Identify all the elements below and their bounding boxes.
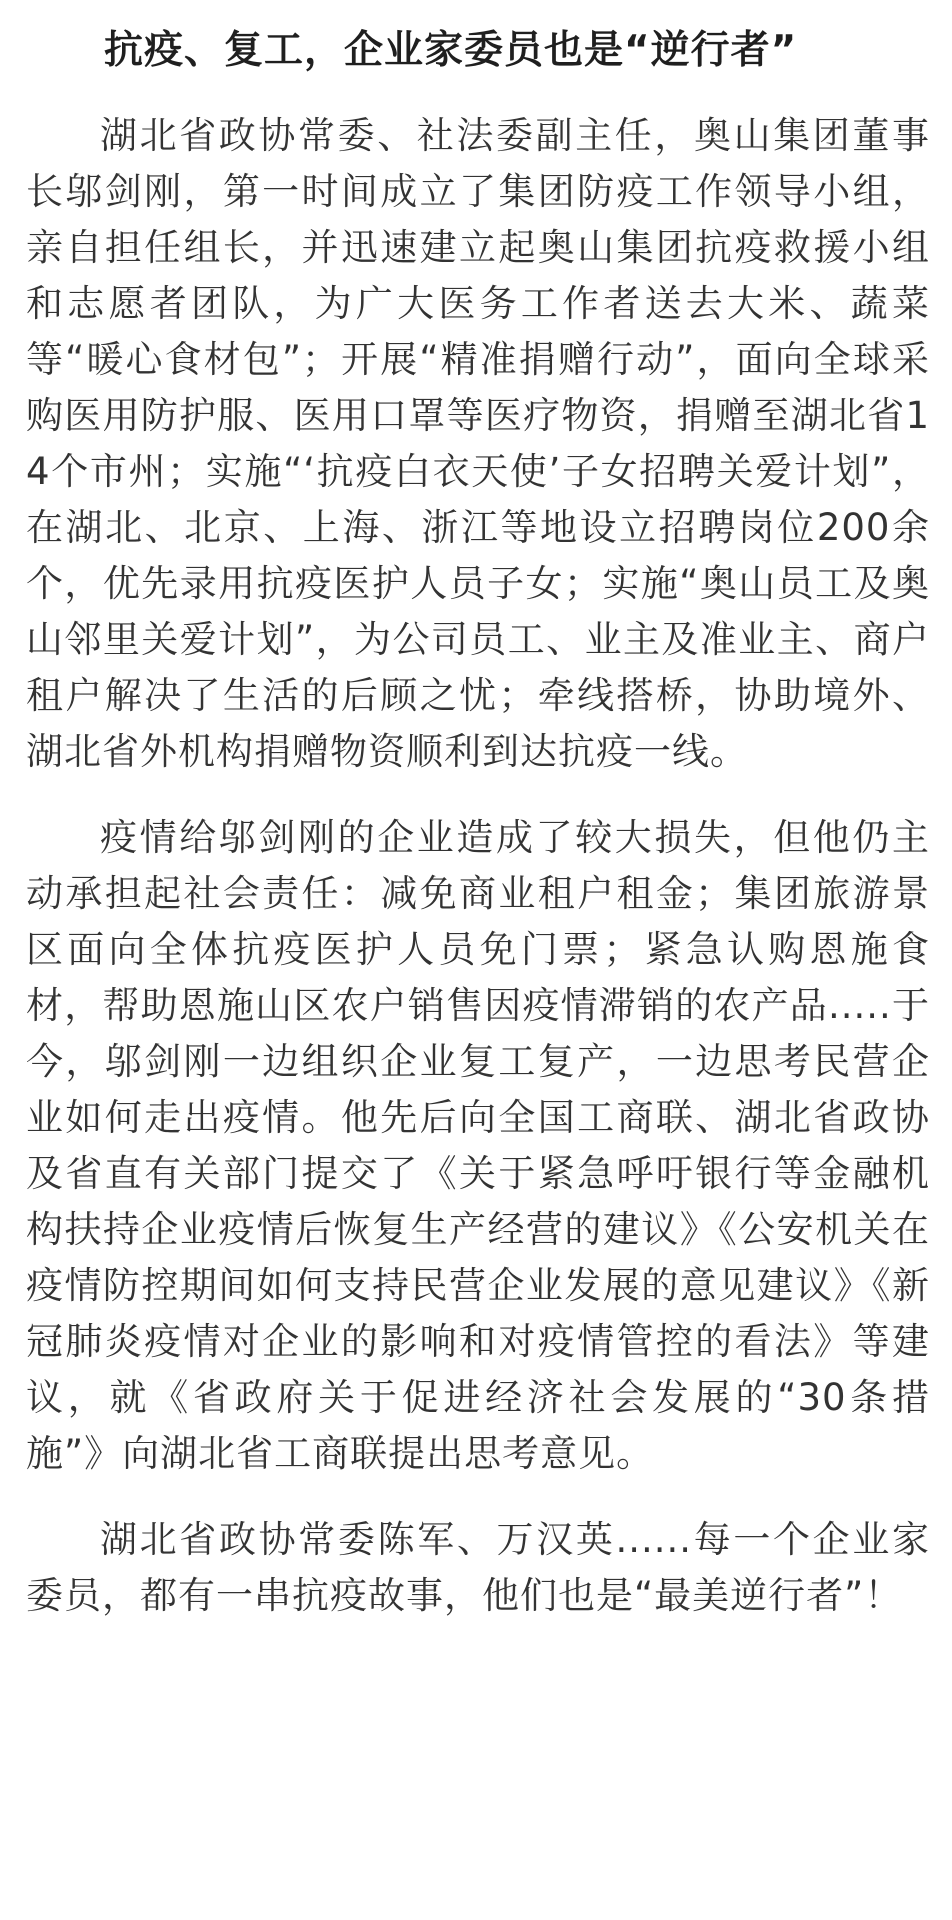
article-paragraph-3: 湖北省政协常委陈军、万汉英......每一个企业家委员，都有一串抗疫故事，他们也是“最美逆行者”！ (26, 1518, 930, 1617)
article-title: 抗疫、复工，企业家委员也是“逆行者” (104, 28, 798, 73)
article-paragraph-2: 疫情给邬剑刚的企业造成了较大损失，但他仍主动承担起社会责任：减免商业租户租金；集团旅游景区面向全体抗疫医护人员免门票；紧急认购恩施食材，帮助恩施山区农户销售因疫情滞销的农产品.....于今，邬剑刚一边组织企业复工复产，一边思考民营企业如何走出疫情。他先后向全国工商联、湖北省政协及省直有关部门提交了《关于紧急呼吁银行等金融机构扶持企业疫情后恢复生产经营的建议》《公安机关在疫情防控期间如何支持民营企业发展的意见建议》《新冠肺炎疫情对企业的影响和对疫情管控的看法》等建议，就《省政府关于促进经济社会发展的“30条措施”》向湖北省工商联提出思考意见。 (26, 816, 930, 1475)
article-paragraph-1: 湖北省政协常委、社法委副主任，奥山集团董事长邬剑刚，第一时间成立了集团防疫工作领导小组，亲自担任组长，并迅速建立起奥山集团抗疫救援小组和志愿者团队，为广大医务工作者送去大米、蔬菜等“暖心食材包”；开展“精准捐赠行动”，面向全球采购医用防护服、医用口罩等医疗物资，捐赠至湖北省14个市州；实施“‘抗疫白衣天使’子女招聘关爱计划”，在湖北、北京、上海、浙江等地设立招聘岗位200余个，优先录用抗疫医护人员子女；实施“奥山员工及奥山邻里关爱计划”，为公司员工、业主及准业主、商户租户解决了生活的后顾之忧；牵线搭桥，协助境外、湖北省外机构捐赠物资顺利到达抗疫一线。 (26, 114, 930, 773)
